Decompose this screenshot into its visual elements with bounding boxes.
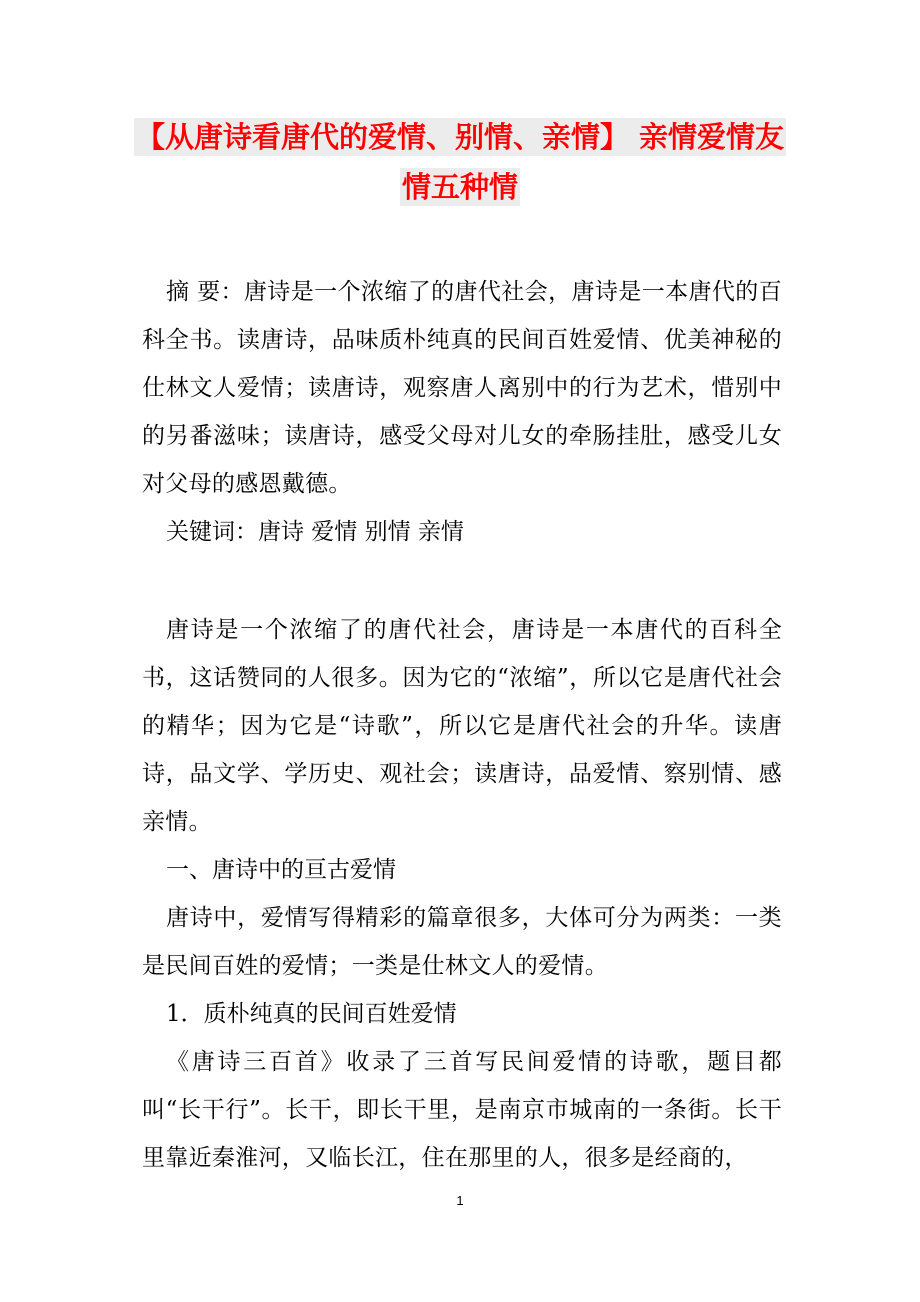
title-line-2: 情五种情: [401, 170, 518, 204]
document-title: [120, 112, 800, 212]
page-number: 1: [456, 1193, 464, 1208]
abstract-paragraph: 摘 要：唐诗是一个浓缩了的唐代社会，唐诗是一本唐代的百科全书。读唐诗，品味质朴纯真的民间百姓爱情、优美神秘的仕林文人爱情；读唐诗，观察唐人离别中的行为艺术，惜别中的另番滋味；读唐诗，感受父母对儿女的牵肠挂肚，感受儿女对父母的感恩戴德。: [142, 279, 782, 497]
title-line-1: 【从唐诗看唐代的爱情、别情、亲情】 亲情爱情友: [135, 120, 785, 154]
subsection-heading: 1．质朴纯真的民间百姓爱情: [166, 1001, 457, 1027]
section-paragraph: 唐诗中，爱情写得精彩的篇章很多，大体可分为两类：一类是民间百姓的爱情；一类是仕林文人的爱情。: [142, 905, 782, 979]
keywords-line: 关键词：唐诗 爱情 别情 亲情: [166, 519, 464, 545]
subsection-paragraph: 《唐诗三百首》收录了三首写民间爱情的诗歌，题目都叫“长干行”。长干，即长干里，是南京市城南的一条街。长干里靠近秦淮河，又临长江，住在那里的人，很多是经商的，: [142, 1049, 782, 1171]
section-heading: 一、唐诗中的亘古爱情: [166, 857, 396, 883]
intro-paragraph: 唐诗是一个浓缩了的唐代社会，唐诗是一本唐代的百科全书，这话赞同的人很多。因为它的“浓缩”，所以它是唐代社会的精华；因为它是“诗歌”，所以它是唐代社会的升华。读唐诗，品文学、学历史、观社会；读唐诗，品爱情、察别情、感亲情。: [142, 617, 782, 835]
